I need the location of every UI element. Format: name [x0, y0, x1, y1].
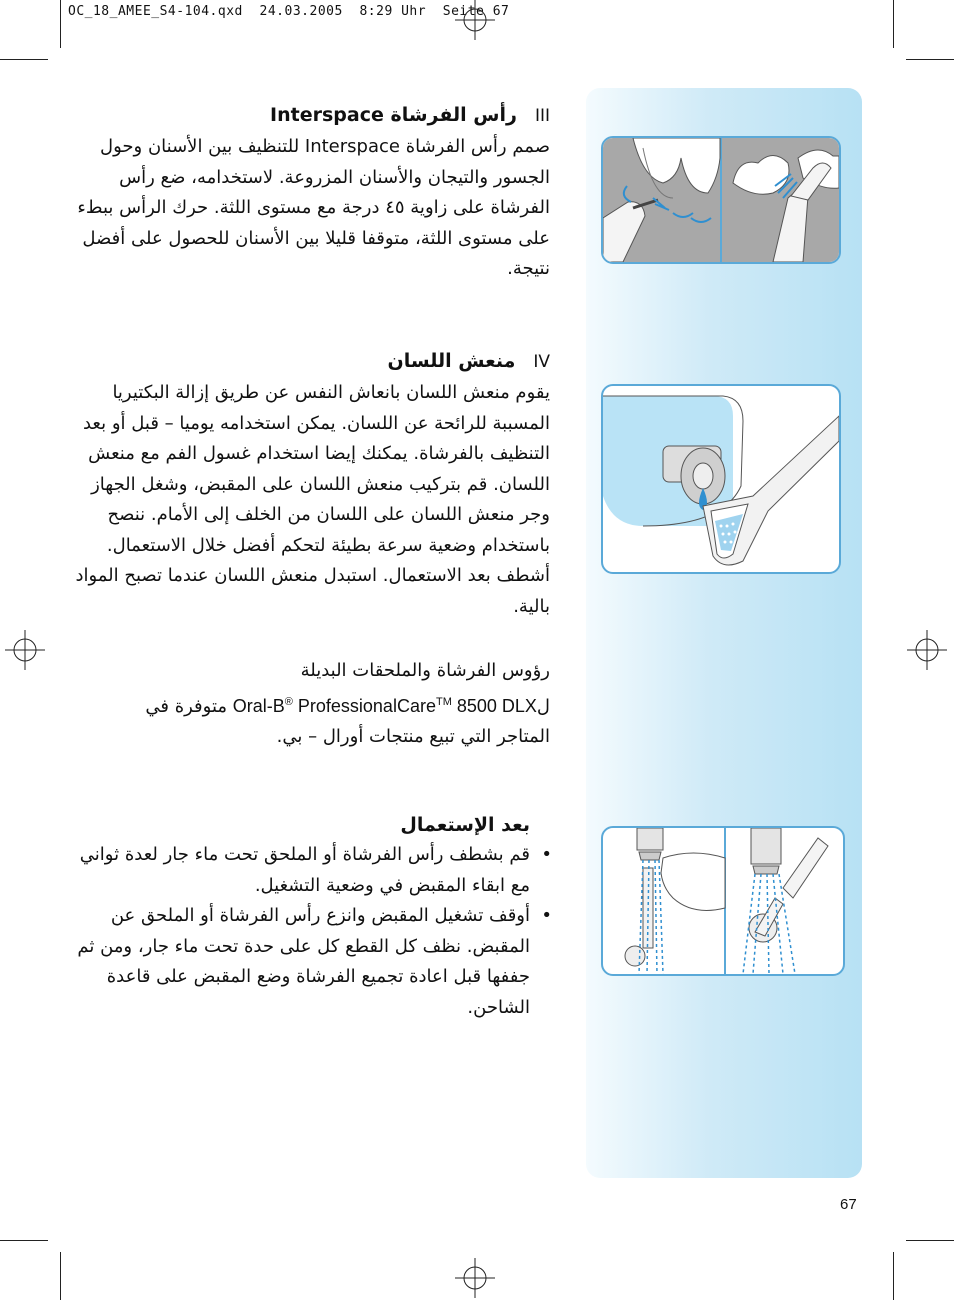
- replacement-arabic-start: ل: [536, 695, 550, 717]
- tongue-cleaner-figure: [601, 384, 841, 574]
- section-heading: [60, 104, 550, 126]
- rinsing-figure: [601, 826, 845, 976]
- brand-model: 8500 DLX: [451, 695, 537, 716]
- section-heading: [60, 350, 550, 372]
- slug-time: 8:29 Uhr: [359, 4, 427, 19]
- replacement-info: [60, 656, 550, 753]
- registered-mark: ®: [284, 695, 293, 708]
- crop-mark: [0, 1240, 48, 1241]
- registration-mark-left-icon: [5, 630, 45, 670]
- print-slug: [68, 4, 509, 19]
- section-number: III: [534, 106, 550, 126]
- bullet-icon: •: [541, 844, 552, 865]
- bullet-icon: •: [541, 905, 552, 926]
- replacement-line3: المتاجر التي تبيع منتجات أورال – بي.: [276, 726, 550, 747]
- page-number: 67: [840, 1196, 857, 1213]
- crop-mark: [0, 59, 48, 60]
- after-use-title: بعد الإستعمال: [400, 814, 530, 836]
- replacement-line1: رؤوس الفرشاة والملحقات البديلة: [300, 660, 550, 681]
- section-interspace: [60, 104, 550, 285]
- section-tongue-cleaner: [60, 350, 550, 622]
- interspace-figure: [601, 136, 841, 264]
- crop-mark: [893, 0, 894, 48]
- after-use-heading: [60, 814, 530, 836]
- registration-mark-bottom-icon: [455, 1258, 495, 1298]
- replacement-arabic-end: متوفرة في: [145, 695, 228, 717]
- product-name: [233, 696, 537, 716]
- crop-mark: [906, 1240, 954, 1241]
- slug-date: 24.03.2005: [259, 4, 343, 19]
- slug-page: Seite 67: [442, 4, 510, 19]
- rinsing-illustration-icon: [603, 828, 843, 974]
- slug-filename: OC_18_AMEE_S4-104.qxd: [68, 4, 243, 19]
- crop-mark: [60, 1252, 61, 1300]
- section-title: منعش اللسان: [387, 350, 516, 372]
- brand-professionalcare: ProfessionalCare: [292, 695, 436, 716]
- brand-oralb: Oral-B: [232, 695, 285, 716]
- tongue-cleaner-illustration-icon: [603, 386, 839, 572]
- section-number: IV: [533, 352, 550, 372]
- list-item: [60, 840, 552, 901]
- crop-mark: [906, 59, 954, 60]
- after-use-list: [60, 840, 552, 1023]
- registration-mark-right-icon: [907, 630, 947, 670]
- trademark-mark: TM: [435, 695, 452, 708]
- after-use-section: [60, 814, 552, 1023]
- registration-mark-top-icon: [455, 0, 495, 40]
- after-use-item-1: قم بشطف رأس الفرشاة أو الملحق تحت ماء جار لعدة ثواني مع ابقاء المقبض في وضعية التشغيل.: [79, 844, 530, 896]
- crop-mark: [893, 1252, 894, 1300]
- interspace-illustration-icon: [603, 138, 839, 262]
- replacement-line2: [60, 687, 550, 723]
- section-body: يقوم منعش اللسان بانعاش النفس عن طريق إزالة البكتيريا المسببة للرائحة عن اللسان. يمكن استخدامه يوميا – قبل أو بعد التنظيف بالفرشاة. يمكنك إيضا استخدام غسول الفم مع منعش اللسان. قم بتركيب منعش اللسان على المقبض، وشغل الجهاز وجر منعش اللسان على اللسان من الخلف إلى الأمام. ننصح باستخدام وضعية سرعة بطيئة لتحكم أفضل خلال الاستعمال. أشطف بعد الاستعمال. استبدل منعش اللسان عندما تصبح المواد بالية.: [75, 382, 550, 617]
- after-use-item-2: أوقف تشغيل المقبض وانزع رأس الفرشاة أو الملحق عن المقبض. نظف كل القطع كل على حدة تحت ماء جار، ومن ثم جففها قبل اعادة تجميع الفرشاة وضع المقبض على قاعدة الشاحن.: [77, 905, 530, 1018]
- list-item: [60, 901, 552, 1023]
- crop-mark: [60, 0, 61, 48]
- section-title: رأس الفرشاة Interspace: [270, 104, 517, 126]
- section-body: صمم رأس الفرشاة Interspace للتنظيف بين الأسنان وحول الجسور والتيجان والأسنان المزروعة. لاستخدامه، ضع رأس الفرشاة على زاوية ٤٥ درجة مع مستوى اللثة. حرك الرأس ببطء على مستوى اللثة، متوقفا قليلا بين الأسنان للحصول على أفضل نتيجة.: [77, 136, 550, 279]
